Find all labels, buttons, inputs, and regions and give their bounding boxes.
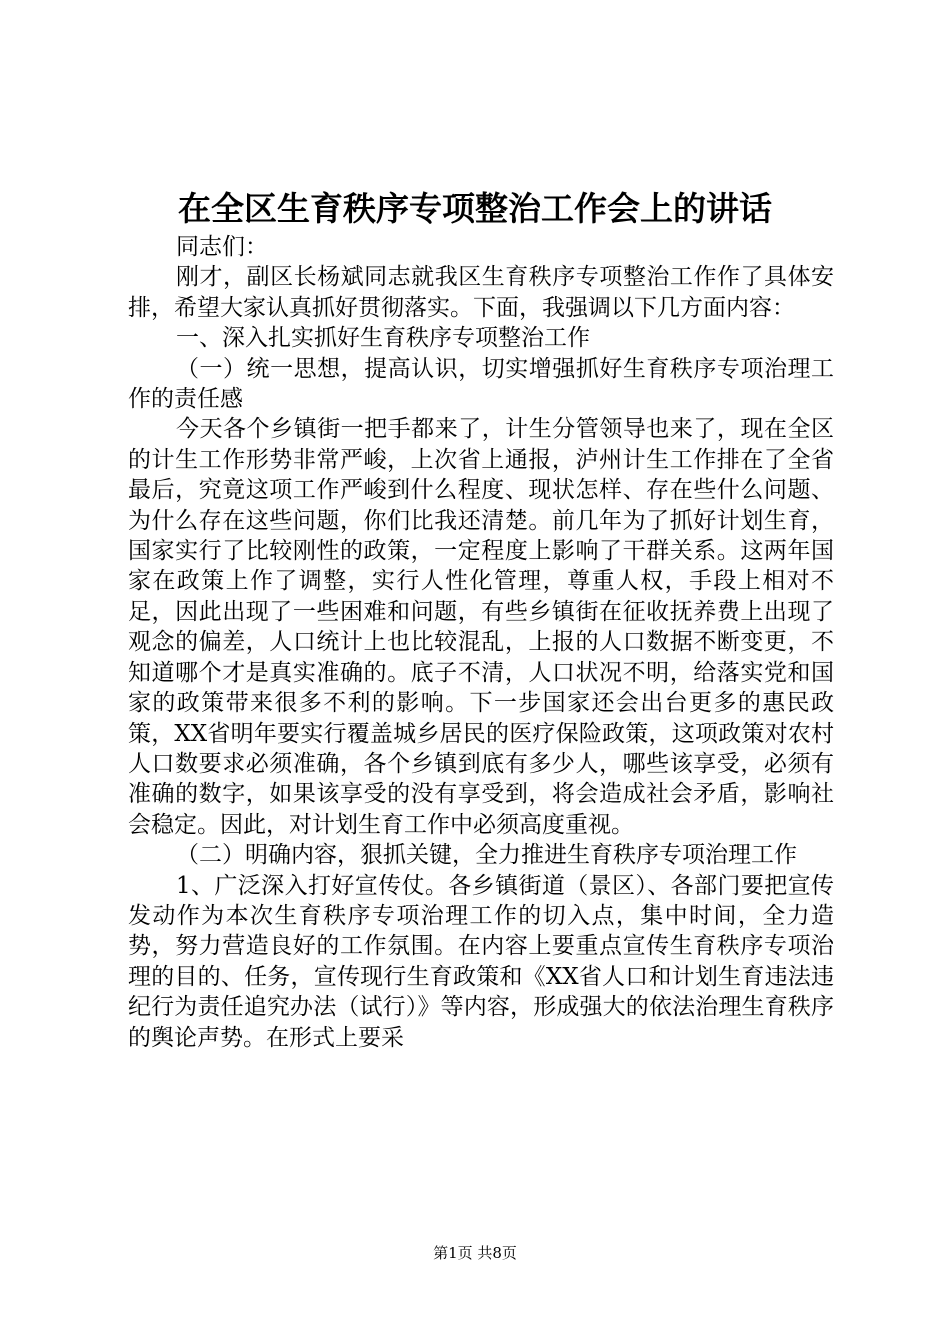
subsection-heading-1: （一）统一思想，提高认识，切实增强抓好生育秩序专项治理工作的责任感: [128, 355, 834, 413]
paragraph-body-1: 今天各个乡镇街一把手都来了，计生分管领导也来了，现在全区的计生工作形势非常严峻，上次省上通报，泸州计生工作排在了全省最后，究竟这项工作严峻到什么程度、现状怎样、存在些什么问题、为什么存在这些问题，你们比我还清楚。前几年为了抓好计划生育，国家实行了比较刚性的政策，一定程度上影响了干群关系。这两年国家在政策上作了调整，实行人性化管理，尊重人权，手段上相对不足，因此出现了一些困难和问题，有些乡镇街在征收抚养费上出现了观念的偏差，人口统计上也比较混乱，上报的人口数据不断变更，不知道哪个才是真实准确的。底子不清，人口状况不明，给落实党和国家的政策带来很多不利的影响。下一步国家还会出台更多的惠民政策，XX省明年要实行覆盖城乡居民的医疗保险政策，这项政策对农村人口数要求必须准确，各个乡镇到底有多少人，哪些该享受，必须有准确的数字，如果该享受的没有享受到，将会造成社会矛盾，影响社会稳定。因此，对计划生育工作中必须高度重视。: [128, 416, 834, 838]
paragraph-salutation: 同志们：: [176, 234, 268, 260]
section-heading-1: 一、深入扎实抓好生育秩序专项整治工作: [176, 325, 590, 352]
page-footer: 第1页 共8页: [433, 1244, 517, 1262]
document-body: [128, 232, 834, 1053]
paragraph-body-2: 1、广泛深入打好宣传仗。各乡镇街道（景区）、各部门要把宣传发动作为本次生育秩序专项治理工作的切入点，集中时间，全力造势，努力营造良好的工作氛围。在内容上要重点宣传生育秩序专项治理的目的、任务，宣传现行生育政策和《XX省人口和计划生育违法违纪行为责任追究办法（试行）》等内容，形成强大的依法治理生育秩序的舆论声势。在形式上要采: [128, 872, 834, 1051]
paragraph-intro: 刚才，副区长杨斌同志就我区生育秩序专项整治工作作了具体安排，希望大家认真抓好贯彻落实。下面，我强调以下几方面内容：: [128, 264, 834, 321]
subsection-heading-2: （二）明确内容，狠抓关键，全力推进生育秩序专项治理工作: [176, 842, 797, 869]
document-title: 在全区生育秩序专项整治工作会上的讲话: [178, 189, 772, 228]
